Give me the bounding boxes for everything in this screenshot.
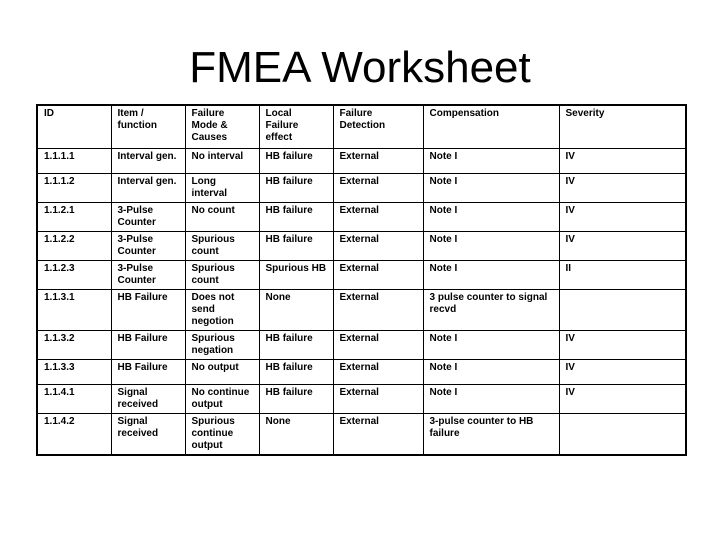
cell-local-failure-effect: None	[259, 414, 333, 456]
cell-failure-detection: External	[333, 331, 423, 360]
cell-severity: IV	[559, 174, 686, 203]
cell-failure-mode: Spurious count	[185, 261, 259, 290]
cell-failure-detection: External	[333, 290, 423, 331]
cell-local-failure-effect: HB failure	[259, 174, 333, 203]
table-row	[37, 331, 686, 360]
cell-failure-detection: External	[333, 203, 423, 232]
table-header-row	[37, 105, 686, 149]
cell-local-failure-effect: HB failure	[259, 149, 333, 174]
cell-failure-mode: Spurious continue output	[185, 414, 259, 456]
table-row	[37, 360, 686, 385]
cell-compensation: Note I	[423, 331, 559, 360]
cell-compensation: 3-pulse counter to HB failure	[423, 414, 559, 456]
cell-compensation: Note I	[423, 174, 559, 203]
cell-id: 1.1.4.1	[37, 385, 111, 414]
cell-failure-mode: Does not send negotion	[185, 290, 259, 331]
cell-failure-mode: Spurious count	[185, 232, 259, 261]
column-header-failure-mode: Failure Mode & Causes	[185, 105, 259, 149]
cell-severity: IV	[559, 331, 686, 360]
table-row	[37, 174, 686, 203]
cell-failure-mode: No interval	[185, 149, 259, 174]
cell-local-failure-effect: Spurious HB	[259, 261, 333, 290]
cell-severity	[559, 414, 686, 456]
cell-failure-detection: External	[333, 149, 423, 174]
cell-item-function: Signal received	[111, 385, 185, 414]
cell-id: 1.1.3.3	[37, 360, 111, 385]
table-row	[37, 232, 686, 261]
cell-severity: IV	[559, 203, 686, 232]
cell-item-function: 3-Pulse Counter	[111, 232, 185, 261]
cell-id: 1.1.1.1	[37, 149, 111, 174]
cell-failure-mode: No output	[185, 360, 259, 385]
cell-item-function: 3-Pulse Counter	[111, 261, 185, 290]
cell-compensation: Note I	[423, 203, 559, 232]
column-header-id: ID	[37, 105, 111, 149]
cell-severity: IV	[559, 385, 686, 414]
cell-item-function: 3-Pulse Counter	[111, 203, 185, 232]
cell-severity: II	[559, 261, 686, 290]
cell-item-function: HB Failure	[111, 290, 185, 331]
column-header-severity: Severity	[559, 105, 686, 149]
cell-id: 1.1.2.1	[37, 203, 111, 232]
fmea-table	[36, 104, 687, 456]
cell-local-failure-effect: None	[259, 290, 333, 331]
cell-failure-mode: Long interval	[185, 174, 259, 203]
cell-severity: IV	[559, 149, 686, 174]
table-row	[37, 261, 686, 290]
cell-id: 1.1.3.1	[37, 290, 111, 331]
cell-local-failure-effect: HB failure	[259, 385, 333, 414]
cell-item-function: Interval gen.	[111, 149, 185, 174]
cell-compensation: Note I	[423, 149, 559, 174]
cell-compensation: Note I	[423, 261, 559, 290]
column-header-item-function: Item / function	[111, 105, 185, 149]
column-header-compensation: Compensation	[423, 105, 559, 149]
table-row	[37, 385, 686, 414]
table-row	[37, 290, 686, 331]
cell-failure-mode: No continue output	[185, 385, 259, 414]
slide-title: FMEA Worksheet	[189, 43, 531, 92]
cell-item-function: HB Failure	[111, 331, 185, 360]
cell-severity	[559, 290, 686, 331]
cell-item-function: Signal received	[111, 414, 185, 456]
cell-failure-detection: External	[333, 232, 423, 261]
cell-id: 1.1.2.2	[37, 232, 111, 261]
table-row	[37, 203, 686, 232]
cell-compensation: Note I	[423, 360, 559, 385]
cell-failure-detection: External	[333, 360, 423, 385]
cell-severity: IV	[559, 232, 686, 261]
cell-item-function: Interval gen.	[111, 174, 185, 203]
cell-local-failure-effect: HB failure	[259, 331, 333, 360]
cell-compensation: Note I	[423, 385, 559, 414]
column-header-failure-detection: Failure Detection	[333, 105, 423, 149]
cell-failure-mode: No count	[185, 203, 259, 232]
cell-failure-detection: External	[333, 261, 423, 290]
cell-id: 1.1.3.2	[37, 331, 111, 360]
table-row	[37, 414, 686, 456]
cell-failure-detection: External	[333, 174, 423, 203]
cell-local-failure-effect: HB failure	[259, 203, 333, 232]
cell-id: 1.1.1.2	[37, 174, 111, 203]
cell-compensation: 3 pulse counter to signal recvd	[423, 290, 559, 331]
table-row	[37, 149, 686, 174]
cell-item-function: HB Failure	[111, 360, 185, 385]
cell-id: 1.1.4.2	[37, 414, 111, 456]
column-header-local-failure-effect: Local Failure effect	[259, 105, 333, 149]
cell-compensation: Note I	[423, 232, 559, 261]
cell-failure-detection: External	[333, 385, 423, 414]
cell-local-failure-effect: HB failure	[259, 360, 333, 385]
cell-failure-mode: Spurious negation	[185, 331, 259, 360]
cell-severity: IV	[559, 360, 686, 385]
cell-id: 1.1.2.3	[37, 261, 111, 290]
cell-local-failure-effect: HB failure	[259, 232, 333, 261]
cell-failure-detection: External	[333, 414, 423, 456]
